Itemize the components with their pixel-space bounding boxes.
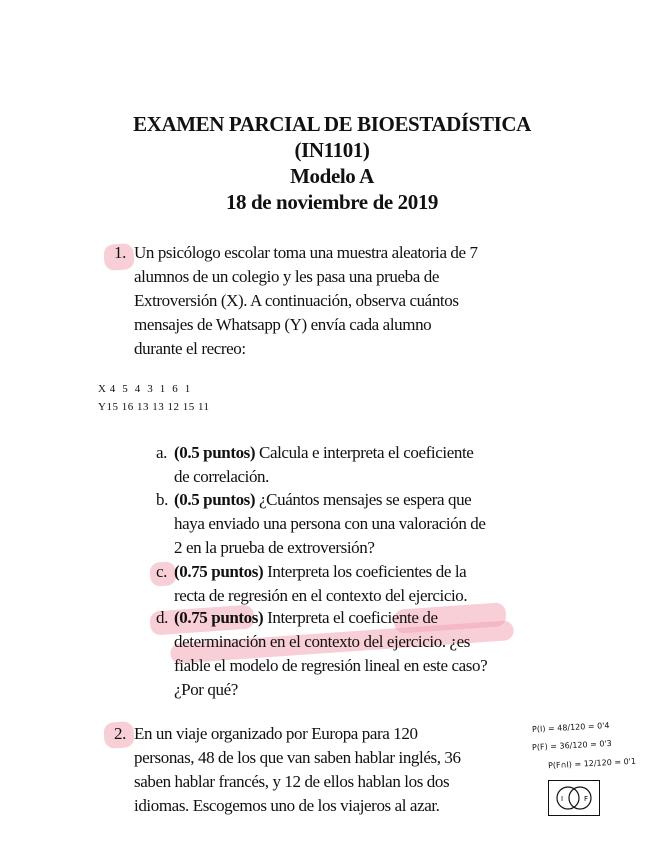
- q1-line-5: durante el recreo:: [134, 339, 246, 358]
- subquestion-d-letter: d.: [156, 608, 168, 627]
- q1-line-2: alumnos de un colegio y les pasa una prueba de: [134, 267, 439, 286]
- subquestion-d-line-3: fiable el modelo de regresión lineal en este caso?: [174, 656, 488, 675]
- subquestion-d-line-4: ¿Por qué?: [174, 680, 238, 699]
- q2-line-1: En un viaje organizado por Europa para 120: [134, 724, 418, 743]
- venn-diagram-svg: [549, 781, 599, 815]
- subquestion-d-line-2: determinación en el contexto del ejercicio. ¿es: [174, 632, 471, 651]
- subquestion-a-points: (0.5 puntos): [174, 443, 256, 462]
- subquestion-c-letter: c.: [156, 562, 167, 581]
- subquestion-b-line-3: 2 en la prueba de extroversión?: [174, 538, 375, 557]
- subquestion-a-line-1: [174, 441, 473, 466]
- question-1: [0, 241, 664, 371]
- subquestion-d-text: Interpreta el coeficiente de: [263, 608, 438, 627]
- subquestion-c-text: Interpreta los coeficientes de la: [263, 562, 467, 581]
- subquestion-c-line-1: [174, 560, 466, 585]
- subquestion-c: [0, 560, 664, 610]
- subquestion-b-line-1: [174, 488, 471, 513]
- subquestion-a-line-2: de correlación.: [174, 467, 269, 486]
- x-values-row: X 4 5 4 3 1 6 1: [98, 383, 191, 395]
- subquestion-c-line-2: recta de regresión en el contexto del ejercicio.: [174, 586, 468, 605]
- subquestion-b-text: ¿Cuántos mensajes se espera que: [255, 490, 472, 509]
- subquestion-c-points: (0.75 puntos): [174, 562, 264, 581]
- subquestion-b-line-2: haya enviado una persona con una valoración de: [174, 514, 486, 533]
- venn-label-english: I: [561, 795, 564, 803]
- course-code: (IN1101): [294, 138, 370, 162]
- exam-title: EXAMEN PARCIAL DE BIOESTADÍSTICA: [133, 112, 531, 136]
- q2-line-4: idiomas. Escogemos uno de los viajeros al azar.: [134, 796, 440, 815]
- subquestion-b-points: (0.5 puntos): [174, 490, 256, 509]
- exam-model: Modelo A: [290, 164, 374, 188]
- subquestion-a-text: Calcula e interpreta el coeficiente: [255, 443, 474, 462]
- subquestion-a-letter: a.: [156, 443, 167, 462]
- q1-line-1: Un psicólogo escolar toma una muestra aleatoria de 7: [134, 243, 478, 262]
- q2-line-2: personas, 48 de los que van saben hablar inglés, 36: [134, 748, 461, 767]
- venn-diagram-sketch: [548, 780, 600, 816]
- q2-line-3: saben hablar francés, y 12 de ellos hablan los dos: [134, 772, 450, 791]
- handwritten-note-3: P(F∩I) = 12/120 = 0'1: [547, 756, 637, 771]
- venn-label-french: F: [584, 795, 589, 803]
- subquestion-d-points: (0.75 puntos): [174, 608, 264, 627]
- exam-date: 18 de noviembre de 2019: [225, 190, 439, 214]
- subquestion-b-letter: b.: [156, 490, 168, 509]
- q1-line-4: mensajes de Whatsapp (Y) envía cada alumno: [134, 315, 432, 334]
- exam-header: [0, 111, 664, 215]
- subquestion-d: [0, 606, 664, 704]
- handwritten-note-1: P(I) = 48/120 = 0'4: [531, 720, 610, 735]
- question-2-number: 2.: [114, 724, 126, 743]
- subquestion-b: [0, 488, 664, 562]
- y-values-row: Y15 16 13 13 12 15 11: [98, 401, 210, 413]
- subquestion-a: [0, 441, 664, 491]
- question-1-number: 1.: [114, 243, 126, 262]
- handwritten-note-2: P(F) = 36/120 = 0'3: [531, 738, 612, 753]
- subquestion-d-line-1: [174, 606, 438, 631]
- q1-line-3: Extroversión (X). A continuación, observa cuántos: [134, 291, 459, 310]
